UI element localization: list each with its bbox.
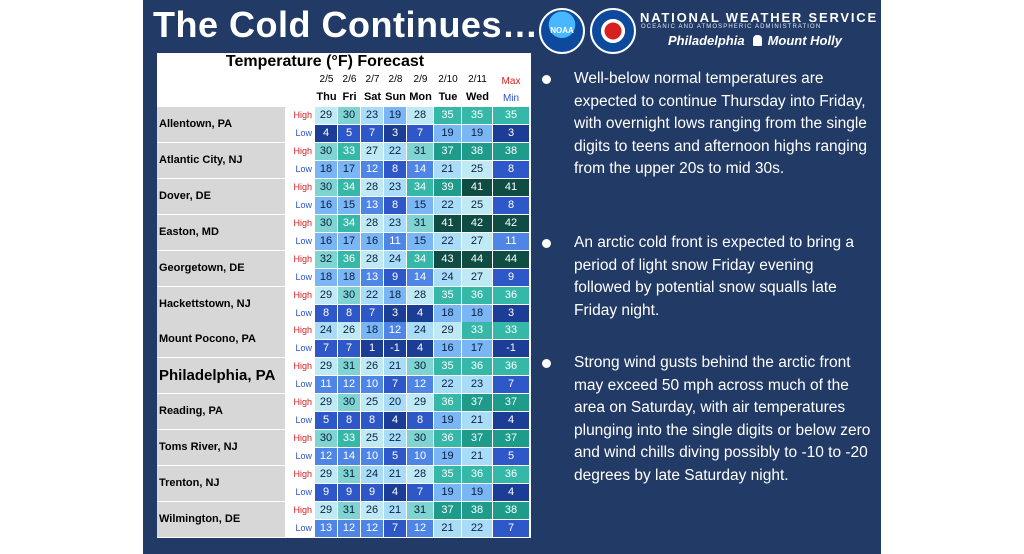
date-header: 2/10: [438, 74, 458, 85]
high-temp-cell: 25: [361, 430, 384, 447]
low-temp-cell: 7: [338, 340, 361, 357]
low-temp-cell: 8: [338, 305, 361, 322]
high-label: High: [285, 215, 315, 232]
high-temp-cell: 36: [462, 358, 493, 375]
high-temp-cell: 28: [407, 107, 434, 124]
low-temp-cell: 9: [384, 269, 407, 286]
high-temp-cell: 22: [384, 430, 407, 447]
low-temp-cell: 19: [434, 125, 462, 142]
low-temp-cell: 10: [407, 448, 434, 465]
high-label: High: [285, 143, 315, 160]
high-temp-cell: 28: [361, 179, 384, 196]
low-temp-cell: 22: [462, 520, 493, 537]
date-header: 2/9: [413, 74, 428, 85]
high-temp-cell: 25: [361, 394, 384, 411]
high-temp-cell: 29: [315, 502, 338, 519]
high-temp-cell: 35: [434, 287, 462, 304]
high-temp-cell: 34: [338, 215, 361, 232]
high-temp-cell: 24: [384, 251, 407, 268]
row-separator: [157, 537, 531, 538]
low-temp-cell: 19: [462, 484, 493, 501]
high-temp-cell: 31: [338, 466, 361, 483]
low-label: Low: [285, 520, 315, 537]
low-temp-cell: 7: [361, 125, 384, 142]
high-temp-cell: 36: [434, 394, 462, 411]
high-temp-cell: 18: [384, 287, 407, 304]
high-temp-cell: 29: [315, 107, 338, 124]
low-temp-cell: 18: [462, 305, 493, 322]
low-temp-cell: 15: [407, 233, 434, 250]
low-temp-cell: 17: [338, 233, 361, 250]
low-temp-cell: 12: [338, 520, 361, 537]
low-temp-cell: 12: [407, 376, 434, 393]
high-temp-cell: 37: [462, 430, 493, 447]
high-temp-cell: 30: [407, 430, 434, 447]
high-temp-cell: 33: [338, 430, 361, 447]
high-temp-cell: 24: [315, 322, 338, 339]
low-temp-cell: 7: [384, 376, 407, 393]
low-temp-cell: 18: [338, 269, 361, 286]
high-label: High: [285, 358, 315, 375]
high-temp-cell: 24: [361, 466, 384, 483]
low-temp-cell: 12: [338, 376, 361, 393]
low-temp-cell: 21: [462, 448, 493, 465]
office-philadelphia: Philadelphia: [668, 33, 745, 48]
low-temp-cell: 14: [407, 269, 434, 286]
slide: [143, 0, 881, 554]
low-temp-cell: 8: [315, 305, 338, 322]
bullet-dot-icon: [542, 359, 551, 368]
city-name: Mount Pocono, PA: [157, 322, 285, 357]
low-label: Low: [285, 197, 315, 214]
low-temp-cell: 8: [361, 412, 384, 429]
high-temp-cell: 29: [315, 287, 338, 304]
noaa-logo-icon: [539, 8, 585, 54]
city-name: Reading, PA: [157, 394, 285, 429]
min-temp-cell: 7: [493, 520, 529, 537]
high-temp-cell: 44: [462, 251, 493, 268]
low-temp-cell: 9: [315, 484, 338, 501]
high-label: High: [285, 251, 315, 268]
min-temp-cell: 5: [493, 448, 529, 465]
max-temp-cell: 41: [493, 179, 529, 196]
min-temp-cell: 4: [493, 484, 529, 501]
high-temp-cell: 31: [407, 502, 434, 519]
high-temp-cell: 35: [434, 107, 462, 124]
low-label: Low: [285, 269, 315, 286]
min-header: Min: [502, 93, 520, 104]
high-temp-cell: 34: [338, 179, 361, 196]
high-temp-cell: 30: [338, 394, 361, 411]
liberty-bell-icon: [753, 35, 762, 46]
low-temp-cell: 7: [384, 520, 407, 537]
high-temp-cell: 32: [315, 251, 338, 268]
low-temp-cell: 5: [338, 125, 361, 142]
city-name: Wilmington, DE: [157, 502, 285, 537]
max-temp-cell: 37: [493, 394, 529, 411]
low-label: Low: [285, 448, 315, 465]
max-temp-cell: 38: [493, 143, 529, 160]
low-temp-cell: 4: [384, 484, 407, 501]
high-temp-cell: 29: [315, 466, 338, 483]
org-name: NATIONAL WEATHER SERVICE: [640, 10, 878, 25]
low-label: Low: [285, 412, 315, 429]
low-temp-cell: 10: [361, 376, 384, 393]
high-temp-cell: 30: [315, 215, 338, 232]
max-temp-cell: 44: [493, 251, 529, 268]
high-temp-cell: 41: [462, 179, 493, 196]
low-temp-cell: 13: [361, 197, 384, 214]
city-name: Toms River, NJ: [157, 430, 285, 465]
nws-logo-icon: [590, 8, 636, 54]
high-temp-cell: 42: [462, 215, 493, 232]
high-temp-cell: 23: [384, 215, 407, 232]
max-temp-cell: 37: [493, 430, 529, 447]
min-temp-cell: 3: [493, 305, 529, 322]
low-label: Low: [285, 340, 315, 357]
low-temp-cell: 9: [361, 484, 384, 501]
day-header: Thu: [316, 91, 337, 103]
low-temp-cell: -1: [384, 340, 407, 357]
high-temp-cell: 28: [407, 466, 434, 483]
min-temp-cell: 8: [493, 197, 529, 214]
day-header: Wed: [465, 91, 490, 103]
high-temp-cell: 36: [434, 430, 462, 447]
low-temp-cell: 7: [407, 125, 434, 142]
max-temp-cell: 42: [493, 215, 529, 232]
low-temp-cell: 21: [462, 412, 493, 429]
high-label: High: [285, 394, 315, 411]
high-label: High: [285, 287, 315, 304]
high-temp-cell: 12: [384, 322, 407, 339]
high-temp-cell: 19: [384, 107, 407, 124]
low-temp-cell: 24: [434, 269, 462, 286]
low-temp-cell: 16: [361, 233, 384, 250]
high-temp-cell: 23: [384, 179, 407, 196]
office-mount-holly: Mount Holly: [767, 33, 842, 48]
low-temp-cell: 12: [361, 161, 384, 178]
low-label: Low: [285, 484, 315, 501]
low-temp-cell: 27: [462, 233, 493, 250]
high-temp-cell: 36: [462, 287, 493, 304]
low-temp-cell: 4: [315, 125, 338, 142]
high-temp-cell: 36: [462, 466, 493, 483]
high-temp-cell: 36: [338, 251, 361, 268]
high-temp-cell: 24: [407, 322, 434, 339]
high-temp-cell: 30: [315, 179, 338, 196]
low-temp-cell: 7: [407, 484, 434, 501]
high-temp-cell: 37: [462, 394, 493, 411]
day-header: Tue: [438, 91, 458, 103]
low-temp-cell: 5: [315, 412, 338, 429]
bullet-dot-icon: [542, 239, 551, 248]
high-temp-cell: 21: [384, 358, 407, 375]
high-temp-cell: 23: [361, 107, 384, 124]
low-temp-cell: 21: [434, 520, 462, 537]
high-label: High: [285, 107, 315, 124]
high-temp-cell: 26: [338, 322, 361, 339]
office-names: [668, 33, 842, 48]
low-temp-cell: 23: [462, 376, 493, 393]
high-temp-cell: 28: [407, 287, 434, 304]
low-temp-cell: 15: [407, 197, 434, 214]
day-header: Fri: [342, 91, 357, 103]
max-header: Max: [501, 76, 521, 87]
high-label: High: [285, 322, 315, 339]
noaa-logo-text: NOAA: [550, 26, 574, 35]
high-temp-cell: 35: [462, 107, 493, 124]
high-temp-cell: 30: [315, 430, 338, 447]
date-header: 2/11: [468, 74, 487, 85]
min-temp-cell: 4: [493, 412, 529, 429]
low-temp-cell: 25: [462, 161, 493, 178]
high-label: High: [285, 179, 315, 196]
low-temp-cell: 22: [434, 376, 462, 393]
min-temp-cell: 7: [493, 376, 529, 393]
high-temp-cell: 33: [338, 143, 361, 160]
high-temp-cell: 26: [361, 358, 384, 375]
low-temp-cell: 3: [384, 125, 407, 142]
low-temp-cell: 13: [315, 520, 338, 537]
max-temp-cell: 35: [493, 107, 529, 124]
high-temp-cell: 37: [434, 502, 462, 519]
low-temp-cell: 15: [338, 197, 361, 214]
city-name: Georgetown, DE: [157, 251, 285, 286]
low-temp-cell: 19: [434, 412, 462, 429]
high-temp-cell: 38: [462, 502, 493, 519]
low-temp-cell: 9: [338, 484, 361, 501]
day-header: Mon: [409, 91, 432, 103]
low-temp-cell: 7: [361, 305, 384, 322]
min-temp-cell: 8: [493, 161, 529, 178]
low-temp-cell: 4: [407, 340, 434, 357]
high-temp-cell: 22: [384, 143, 407, 160]
bullet-dot-icon: [542, 75, 551, 84]
high-temp-cell: 28: [361, 215, 384, 232]
low-temp-cell: 4: [407, 305, 434, 322]
low-temp-cell: 11: [384, 233, 407, 250]
low-temp-cell: 27: [462, 269, 493, 286]
high-temp-cell: 30: [407, 358, 434, 375]
bullet-text: An arctic cold front is expected to bring a period of light snow Friday evening followed by potential snow squalls late Friday night.: [574, 234, 855, 319]
city-name: Easton, MD: [157, 215, 285, 250]
low-temp-cell: 17: [338, 161, 361, 178]
high-temp-cell: 31: [407, 143, 434, 160]
high-temp-cell: 43: [434, 251, 462, 268]
high-label: High: [285, 466, 315, 483]
low-temp-cell: 8: [338, 412, 361, 429]
low-temp-cell: 16: [315, 197, 338, 214]
low-temp-cell: 3: [384, 305, 407, 322]
city-name: Atlantic City, NJ: [157, 143, 285, 178]
bullet-text: Strong wind gusts behind the arctic front may exceed 50 mph across much of the area on Saturday, with air temperatures plunging into the single digits or below zero and wind chills diving possibly to -10 to -20 degrees by late Saturday night.: [574, 354, 871, 484]
high-label: High: [285, 430, 315, 447]
low-temp-cell: 14: [338, 448, 361, 465]
high-temp-cell: 21: [384, 502, 407, 519]
day-header: Sat: [363, 91, 382, 103]
high-temp-cell: 39: [434, 179, 462, 196]
city-name: Trenton, NJ: [157, 466, 285, 501]
city-name: Dover, DE: [157, 179, 285, 214]
low-temp-cell: 1: [361, 340, 384, 357]
high-temp-cell: 34: [407, 179, 434, 196]
low-temp-cell: 19: [434, 448, 462, 465]
max-temp-cell: 36: [493, 358, 529, 375]
high-temp-cell: 34: [407, 251, 434, 268]
max-temp-cell: 38: [493, 502, 529, 519]
low-temp-cell: 11: [315, 376, 338, 393]
low-temp-cell: 25: [462, 197, 493, 214]
high-temp-cell: 31: [407, 215, 434, 232]
date-header: 2/6: [342, 74, 357, 85]
max-temp-cell: 36: [493, 287, 529, 304]
date-header: 2/7: [365, 74, 380, 85]
low-temp-cell: 8: [384, 197, 407, 214]
high-temp-cell: 22: [361, 287, 384, 304]
high-temp-cell: 29: [315, 394, 338, 411]
high-temp-cell: 33: [462, 322, 493, 339]
city-name: Hackettstown, NJ: [157, 287, 285, 322]
max-temp-cell: 33: [493, 322, 529, 339]
date-header: 2/8: [388, 74, 403, 85]
high-temp-cell: 29: [315, 358, 338, 375]
org-subtitle: OCEANIC AND ATMOSPHERIC ADMINISTRATION: [641, 24, 822, 30]
high-temp-cell: 28: [361, 251, 384, 268]
slide-title: The Cold Continues…: [153, 4, 539, 45]
low-label: Low: [285, 376, 315, 393]
high-temp-cell: 27: [361, 143, 384, 160]
high-temp-cell: 35: [434, 466, 462, 483]
city-name: Philadelphia, PA: [157, 358, 285, 393]
low-temp-cell: 12: [407, 520, 434, 537]
low-temp-cell: 16: [434, 340, 462, 357]
low-temp-cell: 8: [384, 161, 407, 178]
min-temp-cell: -1: [493, 340, 529, 357]
low-temp-cell: 14: [407, 161, 434, 178]
high-temp-cell: 35: [434, 358, 462, 375]
low-temp-cell: 19: [434, 484, 462, 501]
high-temp-cell: 37: [434, 143, 462, 160]
low-label: Low: [285, 233, 315, 250]
day-header: Sun: [385, 91, 406, 103]
low-label: Low: [285, 161, 315, 178]
low-temp-cell: 17: [462, 340, 493, 357]
high-temp-cell: 18: [361, 322, 384, 339]
high-temp-cell: 31: [338, 358, 361, 375]
high-temp-cell: 30: [338, 107, 361, 124]
low-temp-cell: 12: [361, 520, 384, 537]
low-temp-cell: 18: [434, 305, 462, 322]
high-temp-cell: 20: [384, 394, 407, 411]
low-temp-cell: 18: [315, 161, 338, 178]
low-label: Low: [285, 125, 315, 142]
high-temp-cell: 26: [361, 502, 384, 519]
low-temp-cell: 16: [315, 233, 338, 250]
high-temp-cell: 29: [434, 322, 462, 339]
low-temp-cell: 10: [361, 448, 384, 465]
low-temp-cell: 22: [434, 197, 462, 214]
high-temp-cell: 30: [315, 143, 338, 160]
low-temp-cell: 22: [434, 233, 462, 250]
high-temp-cell: 38: [462, 143, 493, 160]
city-name: Allentown, PA: [157, 107, 285, 142]
low-temp-cell: 4: [384, 412, 407, 429]
low-temp-cell: 8: [407, 412, 434, 429]
high-temp-cell: 21: [384, 466, 407, 483]
low-temp-cell: 7: [315, 340, 338, 357]
high-temp-cell: 29: [407, 394, 434, 411]
high-temp-cell: 30: [338, 287, 361, 304]
low-temp-cell: 18: [315, 269, 338, 286]
max-temp-cell: 36: [493, 466, 529, 483]
high-temp-cell: 31: [338, 502, 361, 519]
min-temp-cell: 3: [493, 125, 529, 142]
min-temp-cell: 9: [493, 269, 529, 286]
high-temp-cell: 41: [434, 215, 462, 232]
low-temp-cell: 13: [361, 269, 384, 286]
low-temp-cell: 19: [462, 125, 493, 142]
low-label: Low: [285, 305, 315, 322]
bullet-text: Well-below normal temperatures are expected to continue Thursday into Friday, with overnight lows ranging from the single digits to teens and afternoon highs ranging from the upper 20s to mid 30s.: [574, 70, 867, 177]
min-temp-cell: 11: [493, 233, 529, 250]
date-header: 2/5: [319, 74, 334, 85]
low-temp-cell: 21: [434, 161, 462, 178]
forecast-table: [157, 53, 531, 537]
high-label: High: [285, 502, 315, 519]
low-temp-cell: 5: [384, 448, 407, 465]
table-title: Temperature (°F) Forecast: [225, 53, 425, 70]
low-temp-cell: 12: [315, 448, 338, 465]
